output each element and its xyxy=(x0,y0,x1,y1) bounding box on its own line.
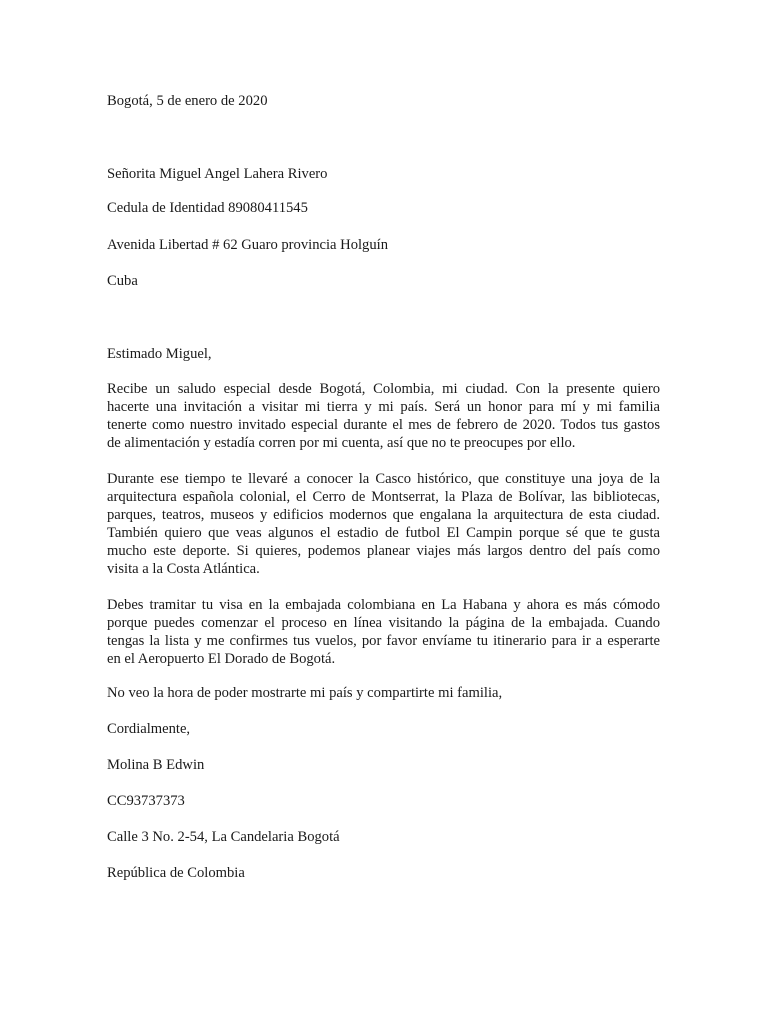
paragraph-line: arquitectura española colonial, el Cerro de Montserrat, la Plaza de Bolívar, las bibliotecas, xyxy=(107,489,660,505)
paragraph-line: Debes tramitar tu visa en la embajada colombiana en La Habana y ahora es más cómodo xyxy=(107,597,660,613)
paragraph-line: hacerte una invitación a visitar mi tierra y mi país. Será un honor para mí y mi familia xyxy=(107,399,660,415)
recipient-country: Cuba xyxy=(107,273,138,289)
date-line: Bogotá, 5 de enero de 2020 xyxy=(107,93,268,109)
paragraph-itinerary xyxy=(107,470,660,578)
paragraph-line: en el Aeropuerto El Dorado de Bogotá. xyxy=(107,651,336,667)
closing-line: No veo la hora de poder mostrarte mi país y compartirte mi familia, xyxy=(107,685,503,701)
sender-id: CC93737373 xyxy=(107,793,185,809)
paragraph-line: visita a la Costa Atlántica. xyxy=(107,561,260,577)
recipient-id: Cedula de Identidad 89080411545 xyxy=(107,200,308,216)
greeting: Estimado Miguel, xyxy=(107,346,212,362)
sender-country: República de Colombia xyxy=(107,865,245,881)
paragraph-visa xyxy=(107,596,660,668)
paragraph-line: Durante ese tiempo te llevaré a conocer la Casco histórico, que constituye una joya de la xyxy=(107,471,660,487)
paragraph-line: porque puedes comenzar el proceso en línea visitando la página de la embajada. Cuando xyxy=(107,615,660,631)
recipient-address: Avenida Libertad # 62 Guaro provincia Holguín xyxy=(107,237,388,253)
sign-off: Cordialmente, xyxy=(107,721,191,737)
paragraph-line: mucho este deporte. Si quieres, podemos planear viajes más largos dentro del país como xyxy=(107,543,660,559)
paragraph-line: de alimentación y estadía corren por mi cuenta, así que no te preocupes por ello. xyxy=(107,435,576,451)
paragraph-line: tengas la lista y me confirmes tus vuelos, por favor envíame tu itinerario para ir a esperarte xyxy=(107,633,660,649)
sender-address: Calle 3 No. 2-54, La Candelaria Bogotá xyxy=(107,829,340,845)
paragraph-line: También quiero que veas algunos el estadio de futbol El Campin porque sé que te gusta xyxy=(107,525,660,541)
paragraph-line: parques, teatros, museos y edificios modernos que engalana la arquitectura de esta ciudad. xyxy=(107,507,660,523)
paragraph-line: tenerte como nuestro invitado especial durante el mes de febrero de 2020. Todos tus gastos xyxy=(107,417,660,433)
recipient-name: Señorita Miguel Angel Lahera Rivero xyxy=(107,166,328,182)
paragraph-invitation xyxy=(107,380,660,452)
sender-name: Molina B Edwin xyxy=(107,757,205,773)
paragraph-line: Recibe un saludo especial desde Bogotá, Colombia, mi ciudad. Con la presente quiero xyxy=(107,381,660,397)
